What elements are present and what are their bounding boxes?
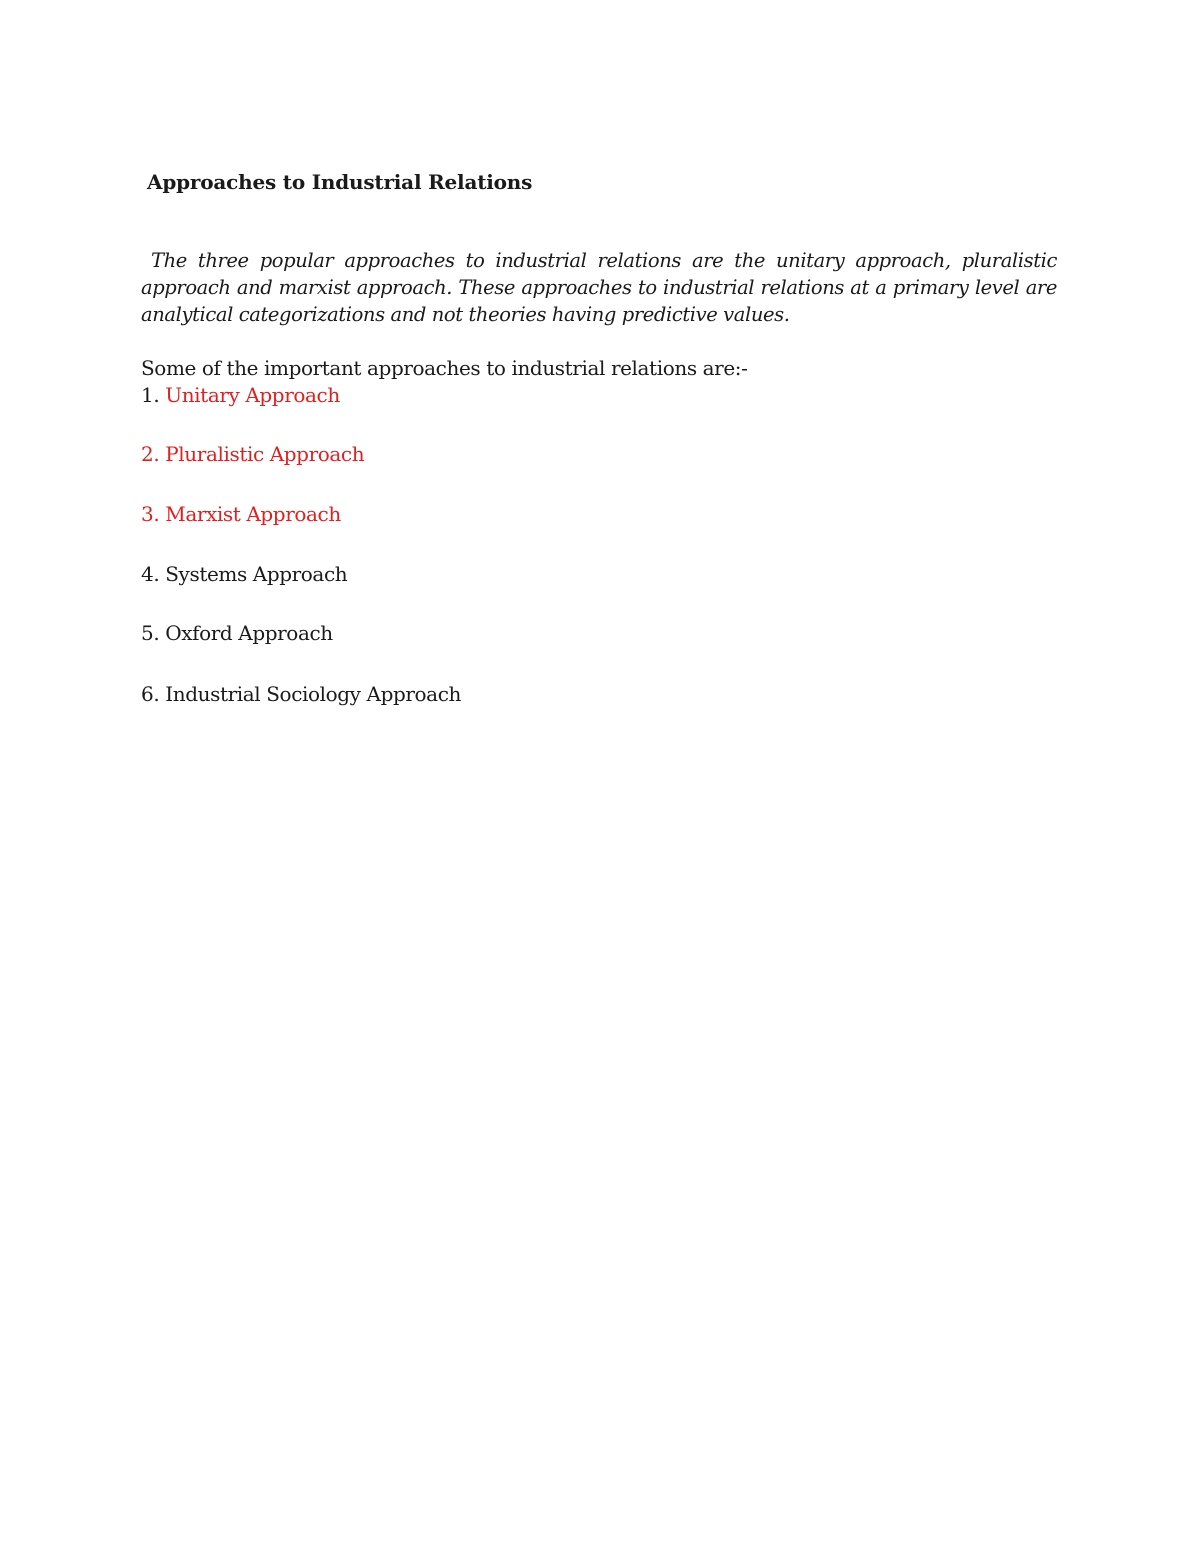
list-item-label: Systems Approach: [165, 562, 348, 586]
list-item-pluralistic: [141, 442, 364, 466]
list-item-number: 6.: [141, 682, 166, 706]
list-item-label: Marxist Approach: [165, 502, 341, 526]
list-item-number: 1.: [141, 383, 166, 407]
list-item-oxford: [141, 621, 333, 645]
intro-paragraph: The three popular approaches to industrial relations are the unitary approach, pluralistic approach and marxist approach. These approaches to industrial relations at a primary level are analytical categorizations and not theories having predictive values.: [141, 249, 1057, 326]
list-item-unitary: [141, 383, 340, 407]
list-item-number: 2.: [141, 442, 166, 466]
list-lead-text: Some of the important approaches to industrial relations are:-: [141, 356, 748, 380]
list-item-label: Industrial Sociology Approach: [165, 682, 461, 706]
list-item-number: 3.: [141, 502, 166, 526]
document-title: Approaches to Industrial Relations: [147, 170, 533, 194]
list-item-label: Oxford Approach: [165, 621, 333, 645]
list-item-label: Unitary Approach: [165, 383, 340, 407]
list-item-number: 5.: [141, 621, 166, 645]
list-item-industrial-sociology: [141, 682, 461, 706]
list-item-number: 4.: [141, 562, 166, 586]
list-item-marxist: [141, 502, 341, 526]
list-item-label: Pluralistic Approach: [165, 442, 365, 466]
list-item-systems: [141, 562, 347, 586]
